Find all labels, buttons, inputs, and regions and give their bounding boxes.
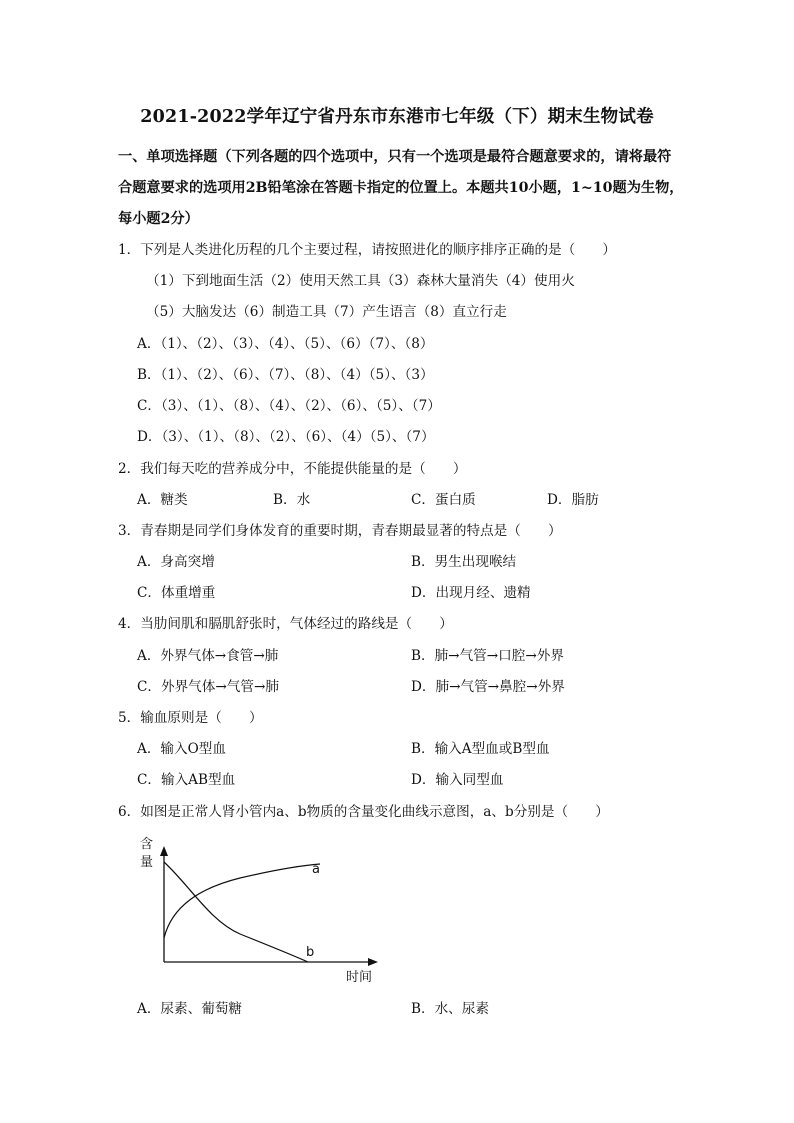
option-b: B．男生出现喉结 bbox=[411, 554, 517, 570]
option-a: A．尿素、葡萄糖 bbox=[137, 1001, 242, 1017]
option-b: B．输入A型血或B型血 bbox=[411, 741, 550, 757]
option-b: B．（1）、（2）、（6）、（7）、（8）、（4）（5）、（3） bbox=[137, 367, 434, 383]
option-c: C．外界气体→气管→肺 bbox=[137, 679, 279, 695]
x-axis-arrow bbox=[368, 958, 378, 966]
question-stem: 2．我们每天吃的营养成分中，不能提供能量的是（ ） bbox=[118, 461, 467, 477]
option-b: B．水、尿素 bbox=[411, 1001, 489, 1017]
section-header-line: 合题意要求的选项用2B铅笔涂在答题卡指定的位置上。本题共10小题，1~10题为生物， bbox=[118, 180, 684, 196]
page-title: 2021-2022学年辽宁省丹东市东港市七年级（下）期末生物试卷 bbox=[140, 107, 654, 127]
kidney-tubule-curve-figure bbox=[130, 826, 390, 988]
y-axis-label-bottom: 量 bbox=[140, 855, 154, 870]
option-a: A．输入O型血 bbox=[137, 741, 226, 757]
option-b: B．肺→气管→口腔→外界 bbox=[411, 648, 564, 664]
option-d: D．肺→气管→鼻腔→外界 bbox=[411, 679, 565, 695]
option-d: D．出现月经、遗精 bbox=[411, 585, 531, 601]
option-c: C．蛋白质 bbox=[411, 492, 476, 508]
curve-b bbox=[164, 862, 308, 962]
question-item-line: （1）下到地面生活（2）使用天然工具（3）森林大量消失（4）使用火 bbox=[146, 273, 575, 289]
question-stem: 5．输血原则是（ ） bbox=[118, 710, 263, 726]
option-d: D．（3）、（1）、（8）、（2）、（6）、（4）（5）、（7） bbox=[137, 429, 435, 445]
curve-a-label: a bbox=[312, 862, 320, 877]
option-d: D．输入同型血 bbox=[411, 772, 504, 788]
question-stem: 6．如图是正常人肾小管内a、b物质的含量变化曲线示意图，a、b分别是（ ） bbox=[118, 804, 609, 820]
curve-a bbox=[164, 864, 320, 938]
option-c: C．输入AB型血 bbox=[137, 772, 236, 788]
question-stem: 4．当肋间肌和膈肌舒张时，气体经过的路线是（ ） bbox=[118, 616, 453, 632]
option-c: C．（3）、（1）、（8）、（4）、（2）、（6）、（5）、（7） bbox=[137, 398, 441, 414]
option-a: A．外界气体→食管→肺 bbox=[137, 648, 279, 664]
option-a: A．（1）、（2）、（3）、（4）、（5）、（6）（7）、（8） bbox=[137, 336, 434, 352]
y-axis-label-top: 含 bbox=[140, 837, 154, 852]
question-stem: 3．青春期是同学们身体发育的重要时期，青春期最显著的特点是（ ） bbox=[118, 523, 562, 539]
y-axis-arrow bbox=[160, 846, 168, 856]
option-a: A．糖类 bbox=[137, 492, 188, 508]
section-header-line: 一、单项选择题（下列各题的四个选项中，只有一个选项是最符合题意要求的，请将最符 bbox=[118, 149, 672, 165]
question-stem: 1．下列是人类进化历程的几个主要过程，请按照进化的顺序排序正确的是（ ） bbox=[118, 242, 617, 258]
option-c: C．体重增重 bbox=[137, 585, 216, 601]
question-item-line: （5）大脑发达（6）制造工具（7）产生语言（8）直立行走 bbox=[146, 304, 507, 320]
option-b: B．水 bbox=[273, 492, 311, 508]
section-header-line: 每小题2分） bbox=[118, 211, 199, 227]
option-a: A．身高突增 bbox=[137, 554, 215, 570]
x-axis-label: 时间 bbox=[346, 970, 373, 985]
option-d: D．脂肪 bbox=[547, 492, 599, 508]
curve-b-label: b bbox=[306, 945, 315, 960]
